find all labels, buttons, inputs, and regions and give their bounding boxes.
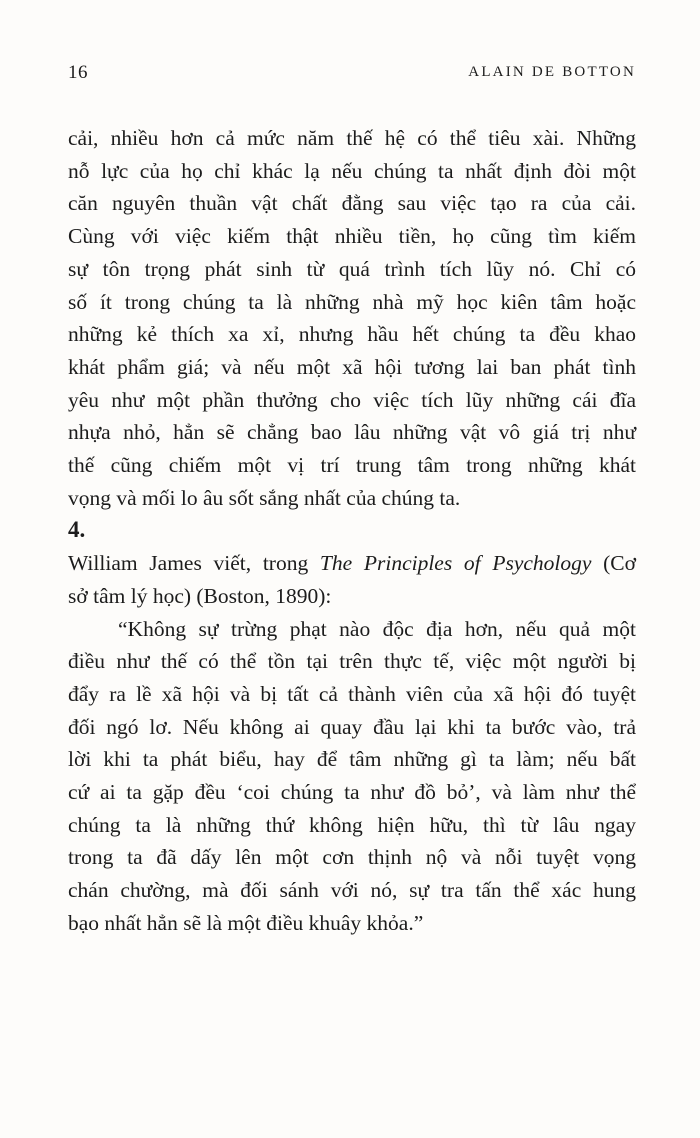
- quote-line: “Không sự trừng phạt nào độc địa hơn, nếu quả một: [118, 616, 636, 641]
- intro-suffix: (Cơ: [591, 551, 636, 576]
- section-heading: 4.: [68, 517, 86, 543]
- text-line: sự tôn trọng phát sinh từ quá trình tích lũy nó. Chỉ có: [68, 256, 636, 281]
- text-line: yêu như một phần thưởng cho việc tích lũy những cái đĩa: [68, 387, 636, 412]
- intro-prefix: William James viết, trong: [68, 551, 320, 576]
- text-line: số ít trong chúng ta là những nhà mỹ học kiên tâm hoặc: [68, 289, 636, 314]
- book-title: The Principles of Psychology: [319, 551, 592, 576]
- running-head-author: ALAIN DE BOTTON: [468, 64, 636, 80]
- text-line: vọng và mối lo âu sốt sắng nhất của chúng ta.: [68, 485, 461, 510]
- text-line: cải, nhiều hơn cả mức năm thế hệ có thể tiêu xài. Những: [68, 126, 636, 150]
- quote-line: điều như thế có thể tồn tại trên thực tế, việc một người bị: [68, 649, 636, 674]
- text-line: khát phẩm giá; và nếu một xã hội tương lai ban phát tình: [68, 354, 636, 379]
- page-header: [68, 62, 636, 92]
- text-line: nỗ lực của họ chỉ khác lạ nếu chúng ta nhất định đòi một: [68, 158, 636, 183]
- quote-line: chán chường, mà đối sánh với nó, sự tra tấn thể xác hung: [68, 878, 636, 903]
- page-body: [68, 122, 636, 940]
- quote-line: đối ngó lơ. Nếu không ai quay đầu lại khi ta bước vào, trả: [68, 714, 636, 739]
- quote-line: lời khi ta phát biểu, hay để tâm những gì ta làm; nếu bất: [68, 747, 636, 772]
- page-number: 16: [68, 62, 88, 83]
- block-quote: [68, 613, 636, 940]
- section-intro: [68, 547, 636, 612]
- quote-line: trong ta đã dấy lên một cơn thịnh nộ và nỗi tuyệt vọng: [68, 845, 636, 870]
- text-line: Cùng với việc kiếm thật nhiều tiền, họ cũng tìm kiếm: [68, 224, 636, 249]
- quote-line: đẩy ra lề xã hội và bị tất cả thành viên của xã hội đó tuyệt: [68, 681, 636, 706]
- quote-line: cứ ai ta gặp đều ‘coi chúng ta như đồ bỏ’, và làm như thể: [68, 780, 636, 805]
- text-line: [68, 547, 636, 580]
- text-line: thế cũng chiếm một vị trí trung tâm trong những khát: [68, 453, 636, 478]
- text-line: căn nguyên thuần vật chất đằng sau việc tạo ra của cải.: [68, 191, 636, 216]
- text-line: nhựa nhỏ, hẳn sẽ chẳng bao lâu những vật vô giá trị như: [68, 420, 636, 445]
- text-line: những kẻ thích xa xỉ, nhưng hầu hết chúng ta đều khao: [68, 322, 636, 347]
- text-line: sở tâm lý học) (Boston, 1890):: [68, 583, 332, 608]
- quote-line: chúng ta là những thứ không hiện hữu, thì từ lâu ngay: [68, 812, 636, 837]
- paragraph-continued: [68, 122, 636, 514]
- quote-line: bạo nhất hẳn sẽ là một điều khuây khỏa.”: [68, 910, 424, 935]
